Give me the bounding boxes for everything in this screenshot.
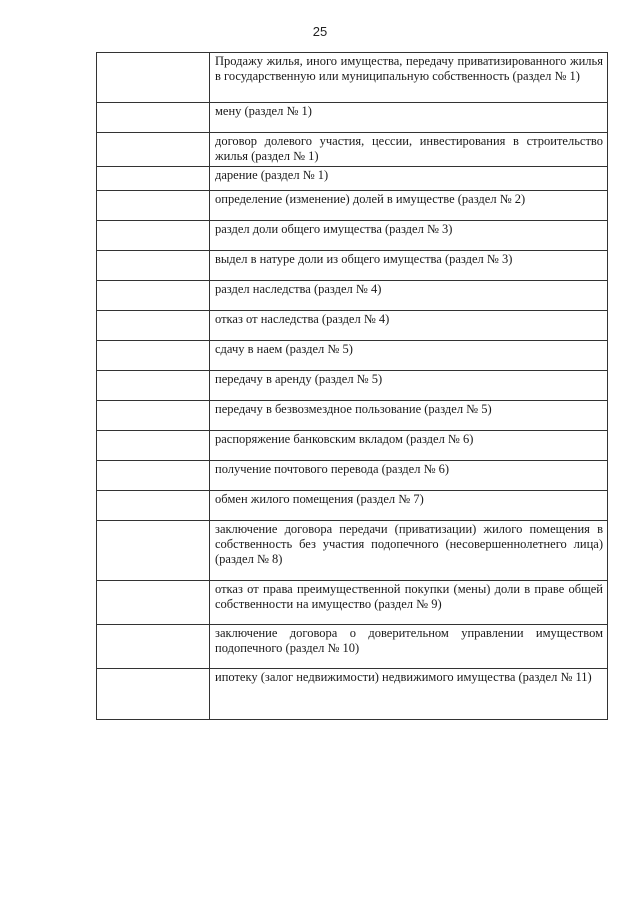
row-text: получение почтового перевода (раздел № 6) xyxy=(210,461,608,491)
row-text: заключение договора передачи (приватизации) жилого помещения в собственность без участия подопечного (несовершеннолетнего лица) (раздел № 8) xyxy=(210,521,608,581)
empty-cell xyxy=(97,281,210,311)
row-text: дарение (раздел № 1) xyxy=(210,167,608,191)
row-text: раздел наследства (раздел № 4) xyxy=(210,281,608,311)
table-row xyxy=(97,251,608,281)
empty-cell xyxy=(97,521,210,581)
empty-cell xyxy=(97,491,210,521)
empty-cell xyxy=(97,221,210,251)
row-text: договор долевого участия, цессии, инвестирования в строительство жилья (раздел № 1) xyxy=(210,133,608,167)
empty-cell xyxy=(97,461,210,491)
row-text: заключение договора о доверительном управлении имуществом подопечного (раздел № 10) xyxy=(210,625,608,669)
empty-cell xyxy=(97,167,210,191)
table-row xyxy=(97,371,608,401)
empty-cell xyxy=(97,669,210,720)
page-number: 25 xyxy=(312,24,328,39)
table-row xyxy=(97,401,608,431)
empty-cell xyxy=(97,311,210,341)
table-row xyxy=(97,191,608,221)
table-row xyxy=(97,431,608,461)
table-row xyxy=(97,167,608,191)
empty-cell xyxy=(97,133,210,167)
row-text: Продажу жилья, иного имущества, передачу приватизированного жилья в государственную или муниципальную собственность (раздел № 1) xyxy=(210,53,608,103)
row-text: обмен жилого помещения (раздел № 7) xyxy=(210,491,608,521)
empty-cell xyxy=(97,341,210,371)
table-row xyxy=(97,311,608,341)
row-text: выдел в натуре доли из общего имущества (раздел № 3) xyxy=(210,251,608,281)
table-row xyxy=(97,103,608,133)
table-row xyxy=(97,281,608,311)
row-text: ипотеку (залог недвижимости) недвижимого имущества (раздел № 11) xyxy=(210,669,608,720)
table-row xyxy=(97,133,608,167)
table-row xyxy=(97,221,608,251)
empty-cell xyxy=(97,251,210,281)
table-row xyxy=(97,491,608,521)
empty-cell xyxy=(97,103,210,133)
empty-cell xyxy=(97,401,210,431)
table-row xyxy=(97,625,608,669)
empty-cell xyxy=(97,431,210,461)
row-text: мену (раздел № 1) xyxy=(210,103,608,133)
row-text: отказ от права преимущественной покупки (мены) доли в праве общей собственности на имущество (раздел № 9) xyxy=(210,581,608,625)
table-row xyxy=(97,461,608,491)
table-row xyxy=(97,581,608,625)
empty-cell xyxy=(97,191,210,221)
row-text: отказ от наследства (раздел № 4) xyxy=(210,311,608,341)
row-text: передачу в безвозмездное пользование (раздел № 5) xyxy=(210,401,608,431)
empty-cell xyxy=(97,53,210,103)
row-text: раздел доли общего имущества (раздел № 3) xyxy=(210,221,608,251)
row-text: сдачу в наем (раздел № 5) xyxy=(210,341,608,371)
row-text: определение (изменение) долей в имуществе (раздел № 2) xyxy=(210,191,608,221)
table-row xyxy=(97,669,608,720)
empty-cell xyxy=(97,625,210,669)
row-text: распоряжение банковским вкладом (раздел № 6) xyxy=(210,431,608,461)
document-table xyxy=(96,52,608,720)
empty-cell xyxy=(97,581,210,625)
row-text: передачу в аренду (раздел № 5) xyxy=(210,371,608,401)
table-row xyxy=(97,341,608,371)
table-row xyxy=(97,53,608,103)
empty-cell xyxy=(97,371,210,401)
table-row xyxy=(97,521,608,581)
